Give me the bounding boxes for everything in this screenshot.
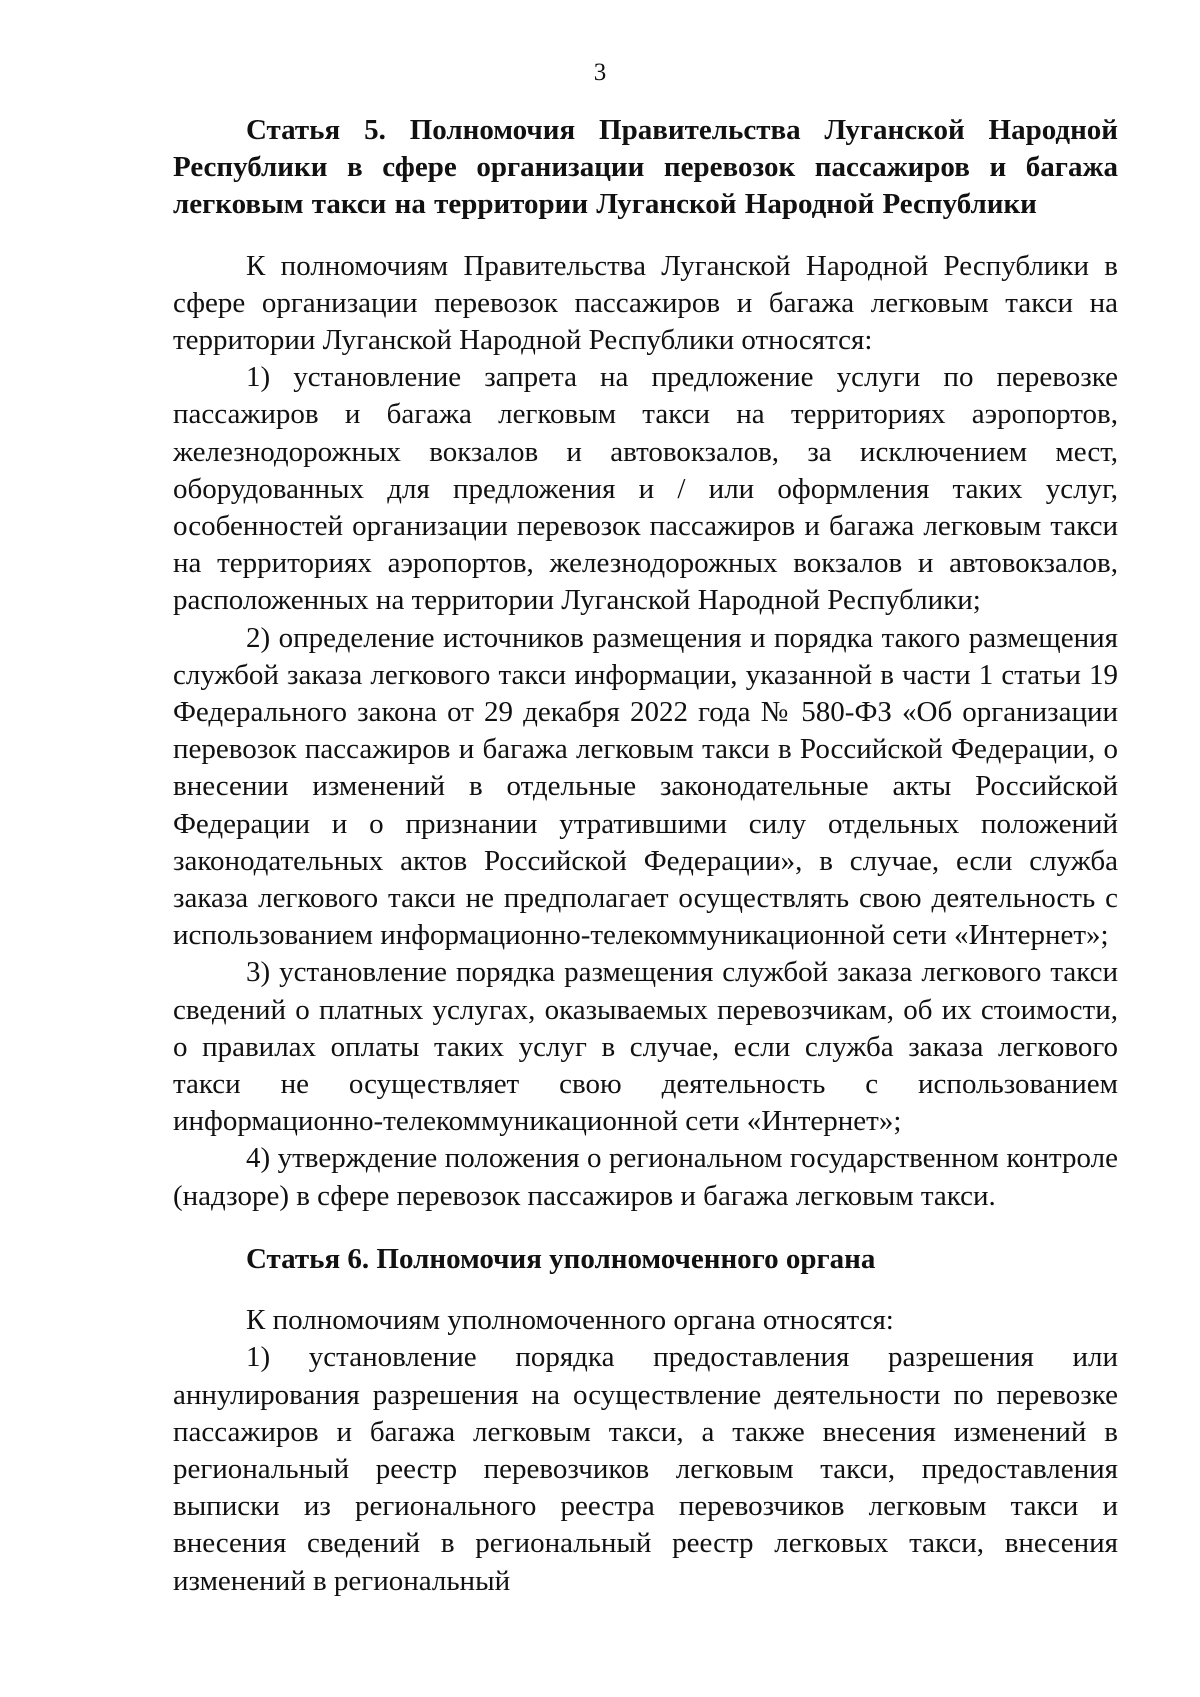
article-5-item-1: 1) установление запрета на предложение услуги по перевозке пассажиров и багажа легковым такси на территориях аэропортов, железнодорожных вокзалов и автовокзалов, за исключением мест, оборудованных для предложения и / или оформления таких услуг, особенностей организации перевозок пассажиров и багажа легковым такси на территориях аэропортов, железнодорожных вокзалов и автовокзалов, расположенных на территории Луганской Народной Республики; xyxy=(173,361,1118,617)
document-body xyxy=(173,112,1118,1600)
article-6-intro: К полномочиям уполномоченного органа относятся: xyxy=(246,1304,894,1337)
article-5 xyxy=(173,112,1118,1215)
article-5-item-4: 4) утверждение положения о региональном государственном контроле (надзоре) в сфере перевозок пассажиров и багажа легковым такси. xyxy=(173,1142,1118,1212)
page-number: 3 xyxy=(593,59,607,86)
article-5-item-2: 2) определение источников размещения и порядка такого размещения службой заказа легкового такси информации, указанной в части 1 статьи 19 Федерального закона от 29 декабря 2022 года № 580-ФЗ «Об организации перевозок пассажиров и багажа легковым такси в Российской Федерации, о внесении изменений в отдельные законодательные акты Российской Федерации и о признании утратившими силу отдельных положений законодательных актов Российской Федерации», в случае, если служба заказа легкового такси не предполагает осуществлять свою деятельность с использованием информационно-телекоммуникационной сети «Интернет»; xyxy=(173,621,1118,952)
article-6-heading: Статья 6. Полномочия уполномоченного органа xyxy=(246,1242,876,1275)
article-5-heading: Статья 5. Полномочия Правительства Луганской Народной Республики в сфере организации перевозок пассажиров и багажа легковым такси на территории Луганской Народной Республики xyxy=(173,114,1118,221)
article-5-item-3: 3) установление порядка размещения службой заказа легкового такси сведений о платных услугах, оказываемых перевозчикам, об их стоимости, о правилах оплаты таких услуг в случае, если служба заказа легкового такси не осуществляет свою деятельность с использованием информационно-телекоммуникационной сети «Интернет»; xyxy=(173,956,1118,1138)
article-5-intro: К полномочиям Правительства Луганской Народной Республики в сфере организации перевозок пассажиров и багажа легковым такси на территории Луганской Народной Республики относятся: xyxy=(173,249,1118,357)
article-6-item-1: 1) установление порядка предоставления разрешения или аннулирования разрешения на осуществление деятельности по перевозке пассажиров и багажа легковым такси, а также внесения изменений в региональный реестр перевозчиков легковым такси, предоставления выписки из регионального реестра перевозчиков легковым такси и внесения сведений в региональный реестр легковых такси, внесения изменений в региональный xyxy=(173,1341,1118,1597)
article-6 xyxy=(173,1241,1118,1600)
